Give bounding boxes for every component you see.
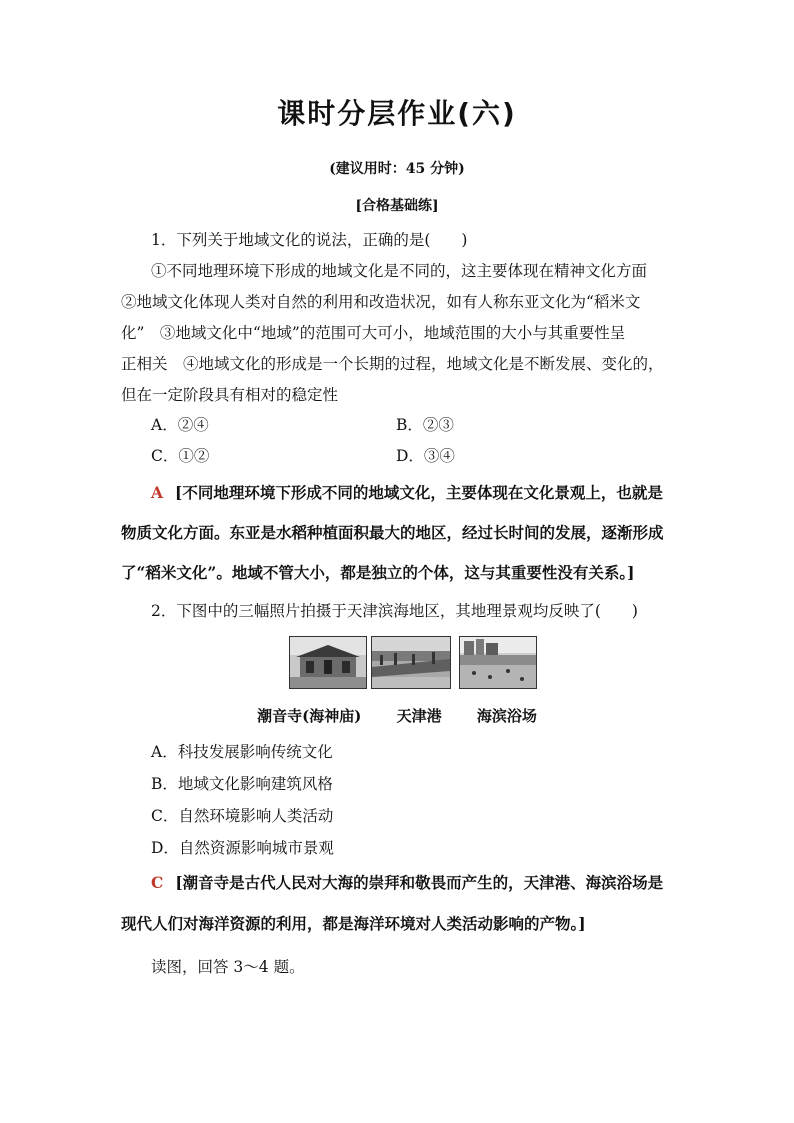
question-1-option-d: D．③④ bbox=[396, 447, 455, 465]
port-photo bbox=[371, 636, 451, 689]
question-2-photo-captions bbox=[0, 705, 794, 726]
caption-temple: 潮音寺(海神庙) bbox=[257, 707, 362, 725]
caption-beach: 海滨浴场 bbox=[476, 707, 537, 725]
question-1-option-c: C．①② bbox=[151, 447, 210, 465]
question-3-intro: 读图，回答 3～4 题。 bbox=[151, 958, 305, 976]
page-title: 课时分层作业(六) bbox=[277, 97, 517, 130]
question-2-answer: C bbox=[151, 873, 164, 892]
suggested-time: (建议用时：45 分钟) bbox=[329, 161, 465, 177]
question-1-explanation: 物质文化方面。东亚是水稻种植面积最大的地区，经过长时间的发展，逐渐形成 bbox=[121, 523, 664, 542]
caption-port: 天津港 bbox=[396, 707, 442, 725]
question-2-stem: 2．下图中的三幅照片拍摄于天津滨海地区，其地理景观均反映了( ) bbox=[151, 602, 638, 620]
question-1-statement-line: 但在一定阶段具有相对的稳定性 bbox=[121, 386, 339, 404]
question-1-statement-line: 化” ③地域文化中“地域”的范围可大可小，地域范围的大小与其重要性呈 bbox=[121, 324, 626, 342]
question-1-option-b: B．②③ bbox=[396, 416, 454, 434]
question-1-statement-line: 正相关 ④地域文化的形成是一个长期的过程，地域文化是不断发展、变化的， bbox=[121, 355, 664, 373]
question-1-explanation: [不同地理环境下形成不同的地域文化，主要体现在文化景观上，也就是 bbox=[175, 483, 663, 502]
question-1-stem: 1．下列关于地域文化的说法，正确的是( ) bbox=[151, 231, 468, 249]
section-label: [合格基础练] bbox=[355, 198, 439, 214]
question-1-statement-line: ②地域文化体现人类对自然的利用和改造状况，如有人称东亚文化为“稻米文 bbox=[121, 293, 641, 311]
question-1-option-a: A．②④ bbox=[151, 416, 209, 434]
question-1-statement-line: ①不同地理环境下形成的地域文化是不同的，这主要体现在精神文化方面 bbox=[151, 262, 648, 280]
question-1-explanation: 了“稻米文化”。地域不管大小，都是独立的个体，这与其重要性没有关系。] bbox=[121, 563, 635, 582]
temple-photo bbox=[289, 636, 367, 689]
question-2-option-b: B．地域文化影响建筑风格 bbox=[151, 775, 333, 793]
question-2-answer-line bbox=[151, 871, 711, 893]
question-2-option-d: D．自然资源影响城市景观 bbox=[151, 839, 334, 857]
question-2-explanation: 现代人们对海洋资源的利用，都是海洋环境对人类活动影响的产物。] bbox=[121, 914, 586, 933]
question-2-option-a: A．科技发展影响传统文化 bbox=[151, 743, 333, 761]
question-2-explanation: [潮音寺是古代人民对大海的崇拜和敬畏而产生的，天津港、海滨浴场是 bbox=[175, 873, 664, 892]
question-1-answer-line bbox=[151, 481, 711, 503]
beach-photo bbox=[459, 636, 537, 689]
question-1-answer: A bbox=[151, 483, 164, 502]
question-2-option-c: C．自然环境影响人类活动 bbox=[151, 807, 334, 825]
